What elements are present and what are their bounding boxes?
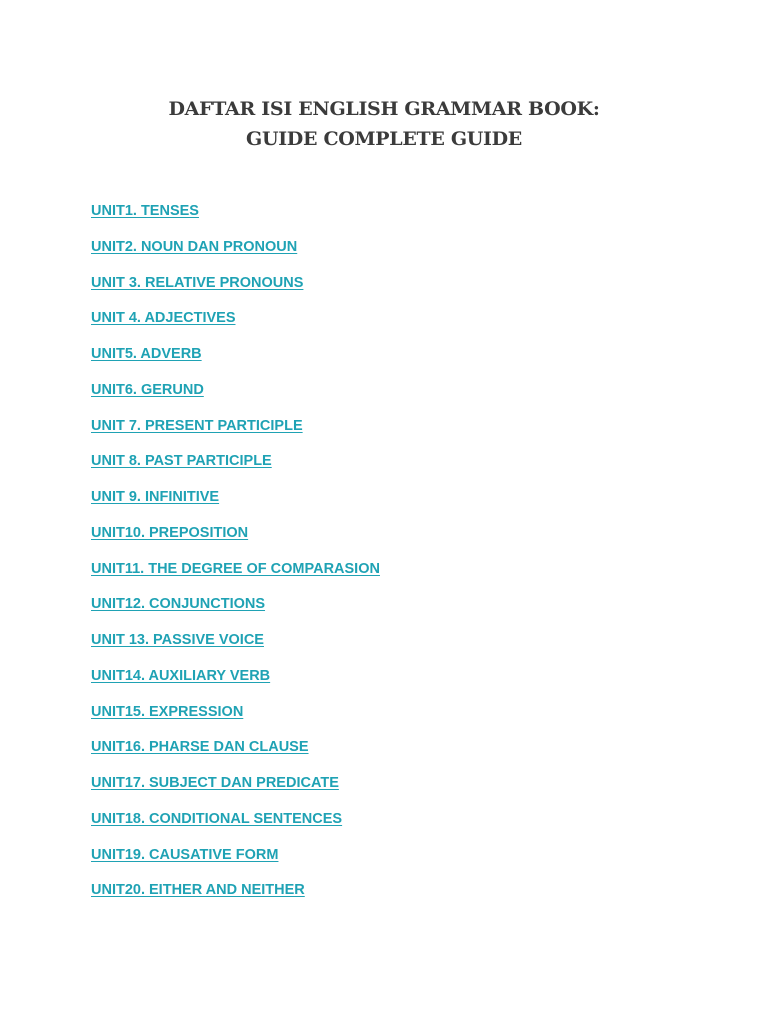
toc-item [91,451,380,487]
toc-link-unit-9[interactable]: UNIT 9. INFINITIVE [91,489,220,505]
toc-link-unit-10[interactable]: UNIT10. PREPOSITION [91,524,249,541]
toc-item [91,702,380,738]
toc-link-unit-12[interactable]: UNIT12. CONJUNCTIONS [91,596,266,613]
toc-item [91,737,380,773]
table-of-contents [91,201,380,916]
toc-item [91,666,380,702]
toc-item [91,880,380,916]
toc-link-unit-13[interactable]: UNIT 13. PASSIVE VOICE [91,632,264,648]
toc-item [91,201,380,237]
toc-item [91,487,380,523]
toc-link-unit-16[interactable]: UNIT16. PHARSE DAN CLAUSE [91,739,309,756]
toc-link-unit-5[interactable]: UNIT5. ADVERB [91,346,202,362]
title-line-2: GUIDE COMPLETE GUIDE [246,128,522,150]
toc-link-unit-18[interactable]: UNIT18. CONDITIONAL SENTENCES [91,810,343,827]
toc-item [91,273,380,309]
toc-item [91,809,380,845]
toc-item [91,630,380,666]
toc-link-unit-4[interactable]: UNIT 4. ADJECTIVES [91,310,236,327]
toc-link-unit-7[interactable]: UNIT 7. PRESENT PARTICIPLE [91,417,303,434]
toc-item [91,523,380,559]
toc-item [91,773,380,809]
toc-item [91,308,380,344]
toc-link-unit-14[interactable]: UNIT14. AUXILIARY VERB [91,667,271,684]
toc-item [91,594,380,630]
toc-link-unit-15[interactable]: UNIT15. EXPRESSION [91,703,244,720]
title-line-1: DAFTAR ISI ENGLISH GRAMMAR BOOK: [168,98,600,120]
toc-item [91,380,380,416]
toc-item [91,344,380,380]
toc-link-unit-8[interactable]: UNIT 8. PAST PARTICIPLE [91,453,272,470]
toc-link-unit-3[interactable]: UNIT 3. RELATIVE PRONOUNS [91,274,304,291]
toc-link-unit-17[interactable]: UNIT17. SUBJECT DAN PREDICATE [91,775,339,791]
toc-link-unit-2[interactable]: UNIT2. NOUN DAN PRONOUN [91,238,298,255]
toc-item [91,559,380,595]
document-title [0,94,768,154]
toc-item [91,237,380,273]
toc-link-unit-20[interactable]: UNIT20. EITHER AND NEITHER [91,882,305,899]
toc-link-unit-6[interactable]: UNIT6. GERUND [91,381,204,398]
toc-link-unit-1[interactable]: UNIT1. TENSES [91,203,199,219]
toc-item [91,416,380,452]
toc-item [91,845,380,881]
toc-link-unit-19[interactable]: UNIT19. CAUSATIVE FORM [91,846,279,863]
toc-link-unit-11[interactable]: UNIT11. THE DEGREE OF COMPARASION [91,560,380,577]
